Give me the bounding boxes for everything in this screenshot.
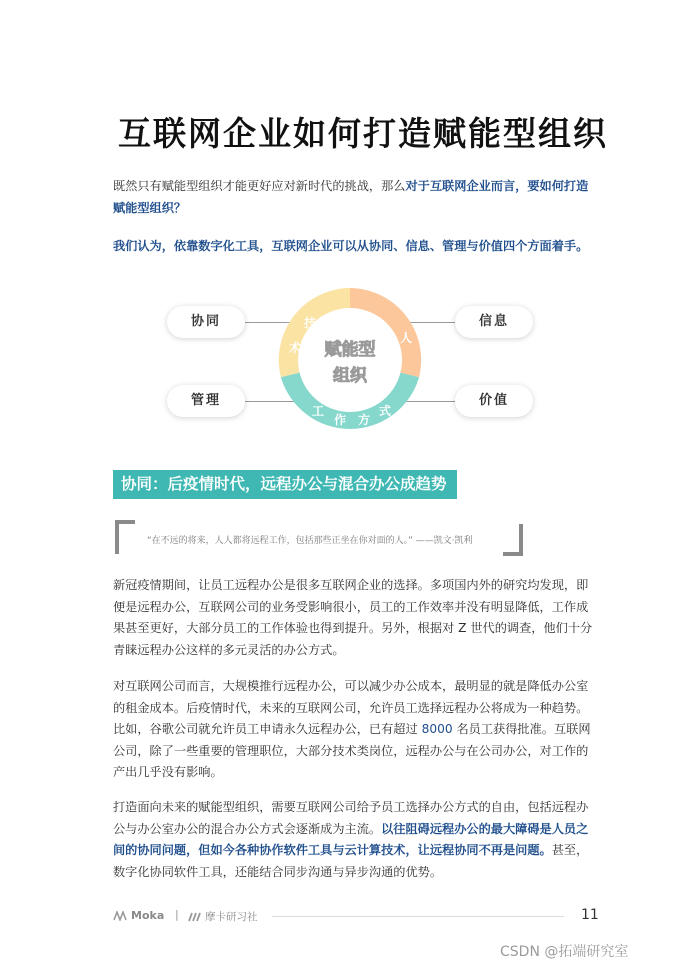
footer-academy-logo xyxy=(187,909,258,924)
page-title: 互联网企业如何打造赋能型组织 xyxy=(118,114,608,153)
footer-brand: Moka xyxy=(131,909,165,922)
watermark: CSDN @拓端研究室 xyxy=(500,944,629,960)
empowerment-diagram xyxy=(160,285,540,435)
intro-highlight: 对于互联网企业而言，要如何打造赋能型组织？ xyxy=(113,179,589,215)
ring-label-work-3: 方 xyxy=(358,413,371,427)
intro-paragraph xyxy=(113,176,593,219)
moka-logo-icon xyxy=(113,911,127,921)
para3-highlight: 以往阻碍远程办公的最大障碍是人员之间的协同问题，但如今各种协作软件工具与云计算技术，让远程协同不再是问题。 xyxy=(113,821,589,857)
para3-after: 甚至，数字化协同软件工具，还能结合同步沟通与异步沟通的优势。 xyxy=(113,843,589,879)
section-heading: 协同：后疫情时代，远程办公与混合办公成趋势 xyxy=(113,470,457,499)
pill-value: 价值 xyxy=(455,385,533,417)
footer-separator: | xyxy=(175,908,179,921)
footer-brand2: 摩卡研习社 xyxy=(205,911,258,923)
center-label-line2: 组织 xyxy=(333,366,367,386)
thesis-statement: 我们认为，依靠数字化工具，互联网企业可以从协同、信息、管理与价值四个方面着手。 xyxy=(113,239,589,253)
footer-moka-logo xyxy=(113,909,164,922)
ring-label-work-4: 式 xyxy=(379,404,392,418)
footer-divider xyxy=(272,916,564,917)
pill-management: 管理 xyxy=(167,385,245,417)
ring-label-tech-2: 术 xyxy=(289,341,302,355)
quote-text: “在不远的将来，人人都将远程工作，包括那些正坐在你对面的人。” ——凯文·凯利 xyxy=(147,536,473,546)
para2-number: 8000 xyxy=(421,722,453,736)
ring-label-people: 人 xyxy=(400,331,413,345)
intro-plain: 既然只有赋能型组织才能更好应对新时代的挑战，那么 xyxy=(113,179,406,193)
ring-label-tech-1: 技 xyxy=(304,316,317,330)
ring-label-work-2: 作 xyxy=(334,413,347,427)
page-number: 11 xyxy=(581,907,599,923)
body-paragraph-3 xyxy=(113,797,593,883)
para2-before: 对互联网公司而言，大规模推行远程办公，可以减少办公成本，最明显的就是降低办公室的租金成本。后疫情时代，未来的互联网公司，允许员工选择远程办公将成为一种趋势。比如，谷歌公司就允许员工申请永久远程办公，已有超过 xyxy=(113,679,589,736)
para3-before: 打造面向未来的赋能型组织，需要互联网公司给予员工选择办公方式的自由，包括远程办公与办公室办公的混合办公方式会逐渐成为主流。 xyxy=(113,800,589,836)
pill-collaboration: 协同 xyxy=(167,306,245,338)
quote-bracket-right xyxy=(503,524,523,556)
para2-after: 名员工获得批准。互联网公司，除了一些重要的管理职位，大部分技术类岗位，远程办公与在公司办公，对工作的产出几乎没有影响。 xyxy=(113,722,591,779)
quote-bracket-left xyxy=(115,520,135,554)
academy-logo-icon xyxy=(187,912,201,922)
ring-label-work-1: 工 xyxy=(312,404,325,418)
body-paragraph-2 xyxy=(113,676,593,784)
center-label-line1: 赋能型 xyxy=(324,340,376,360)
body-paragraph-1: 新冠疫情期间，让员工远程办公是很多互联网企业的选择。多项国内外的研究均发现，即便是远程办公，互联网公司的业务受影响很小，员工的工作效率并没有明显降低，工作成果甚至更好，大部分员工的工作体验也得到提升。另外，根据对 Z 世代的调查，他们十分青睐远程办公这样的多元灵活的办公方式。 xyxy=(113,578,593,657)
pill-information: 信息 xyxy=(455,306,533,338)
